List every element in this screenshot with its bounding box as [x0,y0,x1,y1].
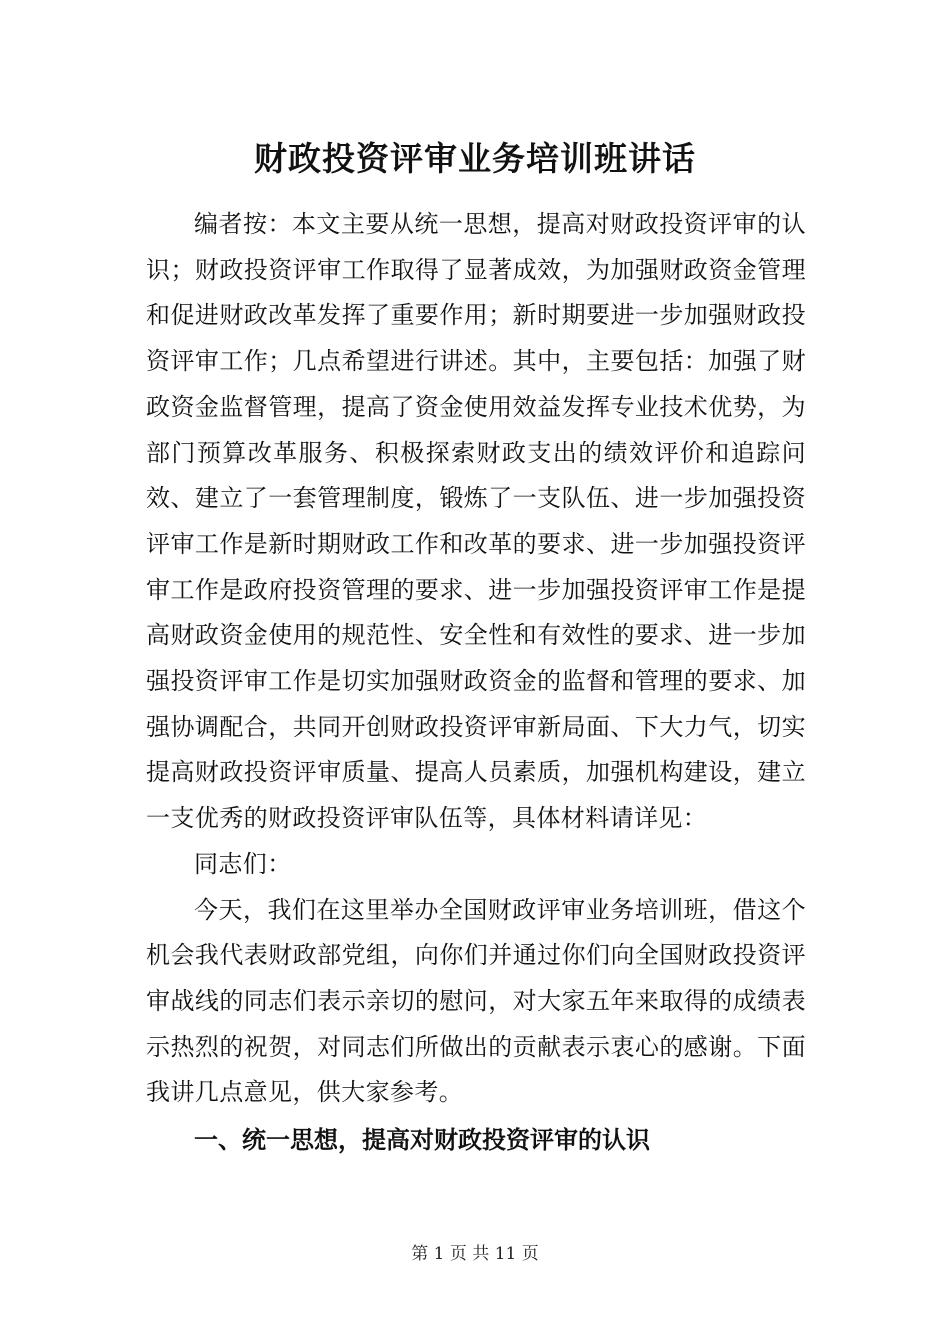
document-title: 财政投资评审业务培训班讲话 [254,139,696,178]
editor-note-paragraph: 编者按：本文主要从统一思想，提高对财政投资评审的认识；财政投资评审工作取得了显著成效，为加强财政资金管理和促进财政改革发挥了重要作用；新时期要进一步加强财政投资评审工作；几点希望进行讲述。其中，主要包括：加强了财政资金监督管理，提高了资金使用效益发挥专业技术优势，为部门预算改革服务、积极探索财政支出的绩效评价和追踪问效、建立了一套管理制度，锻炼了一支队伍、进一步加强投资评审工作是新时期财政工作和改革的要求、进一步加强投资评审工作是政府投资管理的要求、进一步加强投资评审工作是提高财政资金使用的规范性、安全性和有效性的要求、进一步加强投资评审工作是切实加强财政资金的监督和管理的要求、加强协调配合，共同开创财政投资评审新局面、下大力气，切实提高财政投资评审质量、提高人员素质，加强机构建设，建立一支优秀的财政投资评审队伍等，具体材料请详见： [146,210,806,833]
page-number-footer: 第 1 页 共 11 页 [411,1244,539,1264]
opening-paragraph: 今天，我们在这里举办全国财政评审业务培训班，借这个机会我代表财政部党组，向你们并通过你们向全国财政投资评审战线的同志们表示亲切的慰问，对大家五年来取得的成绩表示热烈的祝贺，对同志们所做出的贡献表示衷心的感谢。下面我讲几点意见，供大家参考。 [146,895,806,1107]
salutation-paragraph: 同志们： [194,849,292,878]
section-heading: 一、统一思想，提高对财政投资评审的认识 [194,1126,650,1155]
document-body [146,202,806,1164]
